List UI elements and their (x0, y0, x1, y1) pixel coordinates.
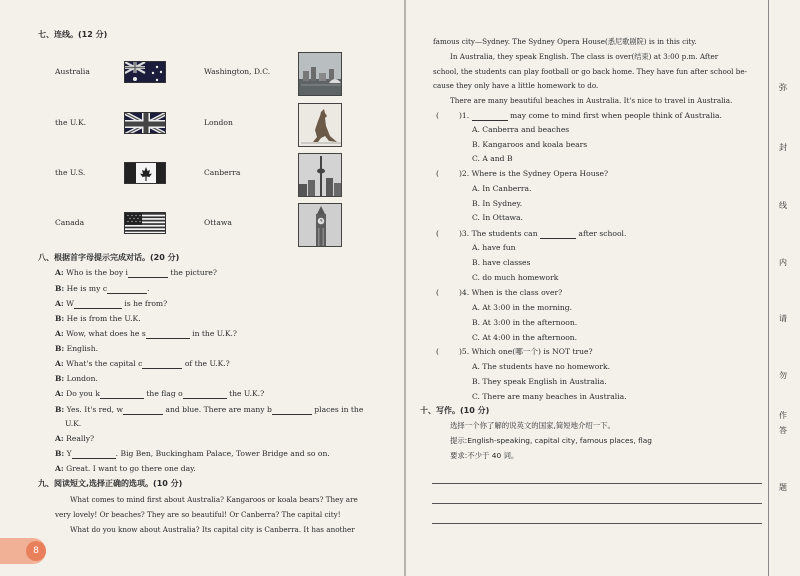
city-skyline-picture (298, 52, 342, 96)
answer-blank[interactable] (146, 330, 190, 339)
passage-line: What comes to mind first about Australia? Kangaroos or koala bears? They are (70, 495, 358, 504)
section10-title: 十、写作。(10 分) (420, 406, 490, 415)
option[interactable]: A. Canberra and beaches (472, 125, 570, 134)
dialog-line-10: B: Yes. It's red, w and blue. There are many b places in the (55, 405, 364, 414)
writing-line[interactable] (432, 483, 762, 484)
option[interactable]: B. They speak English in Australia. (472, 377, 607, 386)
answer-blank[interactable] (128, 269, 168, 278)
australia-flag-icon (124, 61, 166, 83)
margin-char: 答 (779, 426, 787, 435)
dialog-line-6: B: English. (55, 344, 99, 353)
seal-line (768, 0, 769, 576)
writing-line[interactable] (432, 503, 762, 504)
option[interactable]: C. There are many beaches in Australia. (472, 392, 627, 401)
passage-line: What do you know about Australia? Its capital city is Canberra. It has another (70, 525, 355, 534)
section7-title: 七、连线。(12 分) (38, 30, 108, 39)
section9-title: 九、阅读短文,选择正确的选项。(10 分) (38, 479, 183, 488)
tower-picture (298, 153, 342, 197)
city-washington: Washington, D.C. (204, 67, 271, 76)
margin-char: 内 (779, 258, 787, 267)
passage-line: school, the students can play football or go back home. They have fun after school be- (433, 67, 748, 76)
answer-blank[interactable] (107, 285, 147, 294)
question-5: ( )5. Which one(哪一个) is NOT true? (436, 347, 593, 356)
country-canada: Canada (55, 218, 85, 227)
option[interactable]: B. Kangaroos and koala bears (472, 140, 588, 149)
dialog-line-7: A: What's the capital c of the U.K.? (55, 359, 230, 368)
dialog-line-10-cont: U.K. (65, 419, 82, 428)
passage-line: very lovely! Or beaches? They are so beautiful! Or Canberra? The capital city! (55, 510, 341, 519)
dialog-line-9: A: Do you k the flag o the U.K.? (55, 389, 265, 398)
option[interactable]: B. In Sydney. (472, 199, 523, 208)
margin-char: 线 (779, 201, 787, 210)
dialog-line-4: B: He is from the U.K. (55, 314, 141, 323)
question-1: ( )1. may come to mind first when people think of Australia. (436, 111, 722, 120)
dialog-line-13: A: Great. I want to go there one day. (55, 464, 196, 473)
margin-char: 封 (779, 143, 787, 152)
question-2: ( )2. Where is the Sydney Opera House? (436, 169, 609, 178)
answer-blank[interactable] (123, 406, 163, 415)
option[interactable]: B. have classes (472, 258, 531, 267)
passage-line: famous city—Sydney. The Sydney Opera House(悉尼歌剧院) is in this city. (433, 37, 697, 46)
writing-requirement: 要求:不少于 40 词。 (450, 451, 519, 460)
uk-flag-icon (124, 112, 166, 134)
passage-line: There are many beautiful beaches in Australia. It's nice to travel in Australia. (450, 96, 733, 105)
dialog-line-8: B: London. (55, 374, 98, 383)
country-uk: the U.K. (55, 118, 87, 127)
writing-line[interactable] (432, 523, 762, 524)
margin-char: 题 (779, 483, 787, 492)
dialog-line-5: A: Wow, what does he s in the U.K.? (55, 329, 238, 338)
dialog-line-3: A: W is he from? (55, 299, 168, 308)
speaker-a: A: (55, 268, 64, 277)
dialog-line-2: B: He is my c . (55, 284, 150, 293)
writing-instruction: 选择一个你了解的说英文的国家,简短地介绍一下。 (450, 421, 615, 430)
clock-tower-picture (298, 203, 342, 247)
option[interactable]: C. At 4:00 in the afternoon. (472, 333, 578, 342)
country-us: the U.S. (55, 168, 86, 177)
option[interactable]: A. At 3:00 in the morning. (472, 303, 573, 312)
page-number: 8 (26, 541, 46, 561)
answer-blank[interactable] (540, 230, 576, 239)
answer-blank[interactable] (272, 406, 312, 415)
answer-blank[interactable] (183, 390, 227, 399)
city-canberra: Canberra (204, 168, 241, 177)
margin-char: 请 (779, 314, 787, 323)
dialog-line-1: A: Who is the boy i the picture? (55, 268, 217, 277)
answer-blank[interactable] (72, 450, 116, 459)
option[interactable]: A. have fun (472, 243, 516, 252)
option[interactable]: A. In Canberra. (472, 184, 532, 193)
margin-char: 作 (779, 411, 787, 420)
country-australia: Australia (55, 67, 90, 76)
answer-blank[interactable] (100, 390, 144, 399)
option[interactable]: C. A and B (472, 154, 513, 163)
answer-blank[interactable] (142, 360, 182, 369)
passage-line: In Australia, they speak English. The class is over(结束) at 3:00 p.m. After (450, 52, 719, 61)
dialog-line-12: B: Y . Big Ben, Buckingham Palace, Tower Bridge and so on. (55, 449, 330, 458)
option[interactable]: C. In Ottawa. (472, 213, 523, 222)
passage-line: cause they only have a little homework to do. (433, 81, 599, 90)
option[interactable]: C. do much homework (472, 273, 559, 282)
canada-flag-icon (124, 162, 166, 184)
answer-blank[interactable] (472, 112, 508, 121)
dialog-line-11: A: Really? (55, 434, 95, 443)
option[interactable]: A. The students have no homework. (472, 362, 610, 371)
question-4: ( )4. When is the class over? (436, 288, 563, 297)
us-flag-icon (124, 212, 166, 234)
margin-char: 勿 (779, 371, 787, 380)
option[interactable]: B. At 3:00 in the afternoon. (472, 318, 578, 327)
kangaroo-picture (298, 103, 342, 147)
writing-hint: 提示:English-speaking, capital city, famous places, flag (450, 436, 652, 445)
city-ottawa: Ottawa (204, 218, 232, 227)
question-3: ( )3. The students can after school. (436, 229, 627, 238)
section8-title: 八、根据首字母提示完成对话。(20 分) (38, 253, 180, 262)
margin-char: 弥 (779, 83, 787, 92)
answer-blank[interactable] (74, 300, 122, 309)
city-london: London (204, 118, 233, 127)
